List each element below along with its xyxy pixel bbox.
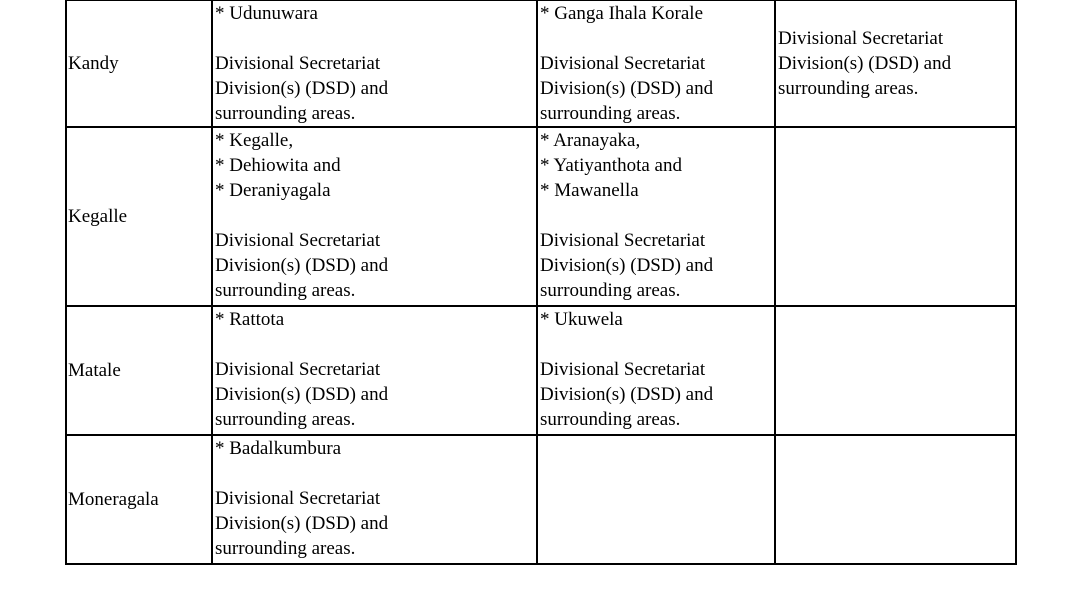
area-cell [775, 306, 1016, 435]
area-text: * Rattota Divisional Secretariat Division(s) (DSD) and surrounding areas. [215, 309, 389, 430]
district-warning-table [65, 0, 1017, 565]
area-cell [775, 127, 1016, 306]
area-cell [212, 0, 537, 127]
area-cell [775, 0, 1016, 127]
district-cell: Kandy [66, 0, 212, 127]
area-cell [537, 127, 775, 306]
area-cell [212, 435, 537, 564]
area-cell [537, 435, 775, 564]
table-row [66, 435, 1016, 564]
district-cell: Moneragala [66, 435, 212, 564]
area-cell [212, 306, 537, 435]
area-cell [537, 306, 775, 435]
area-text: * Badalkumbura Divisional Secretariat Division(s) (DSD) and surrounding areas. [215, 438, 389, 559]
area-cell [212, 127, 537, 306]
area-cell [775, 435, 1016, 564]
table-row [66, 306, 1016, 435]
table-row [66, 0, 1016, 127]
area-text: Divisional Secretariat Division(s) (DSD) and surrounding areas. [778, 28, 952, 99]
area-text: * Udunuwara Divisional Secretariat Division(s) (DSD) and surrounding areas. [215, 3, 389, 124]
district-cell: Matale [66, 306, 212, 435]
area-text: * Aranayaka, * Yatiyanthota and * Mawanella Divisional Secretariat Division(s) (DSD) and surrounding areas. [540, 130, 714, 301]
district-cell: Kegalle [66, 127, 212, 306]
area-text: * Ganga Ihala Korale Divisional Secretariat Division(s) (DSD) and surrounding areas. [540, 3, 714, 124]
area-cell [537, 0, 775, 127]
table-row [66, 127, 1016, 306]
area-text: * Ukuwela Divisional Secretariat Division(s) (DSD) and surrounding areas. [540, 309, 714, 430]
area-text: * Kegalle, * Dehiowita and * Deraniyagala Divisional Secretariat Division(s) (DSD) and surrounding areas. [215, 130, 389, 301]
